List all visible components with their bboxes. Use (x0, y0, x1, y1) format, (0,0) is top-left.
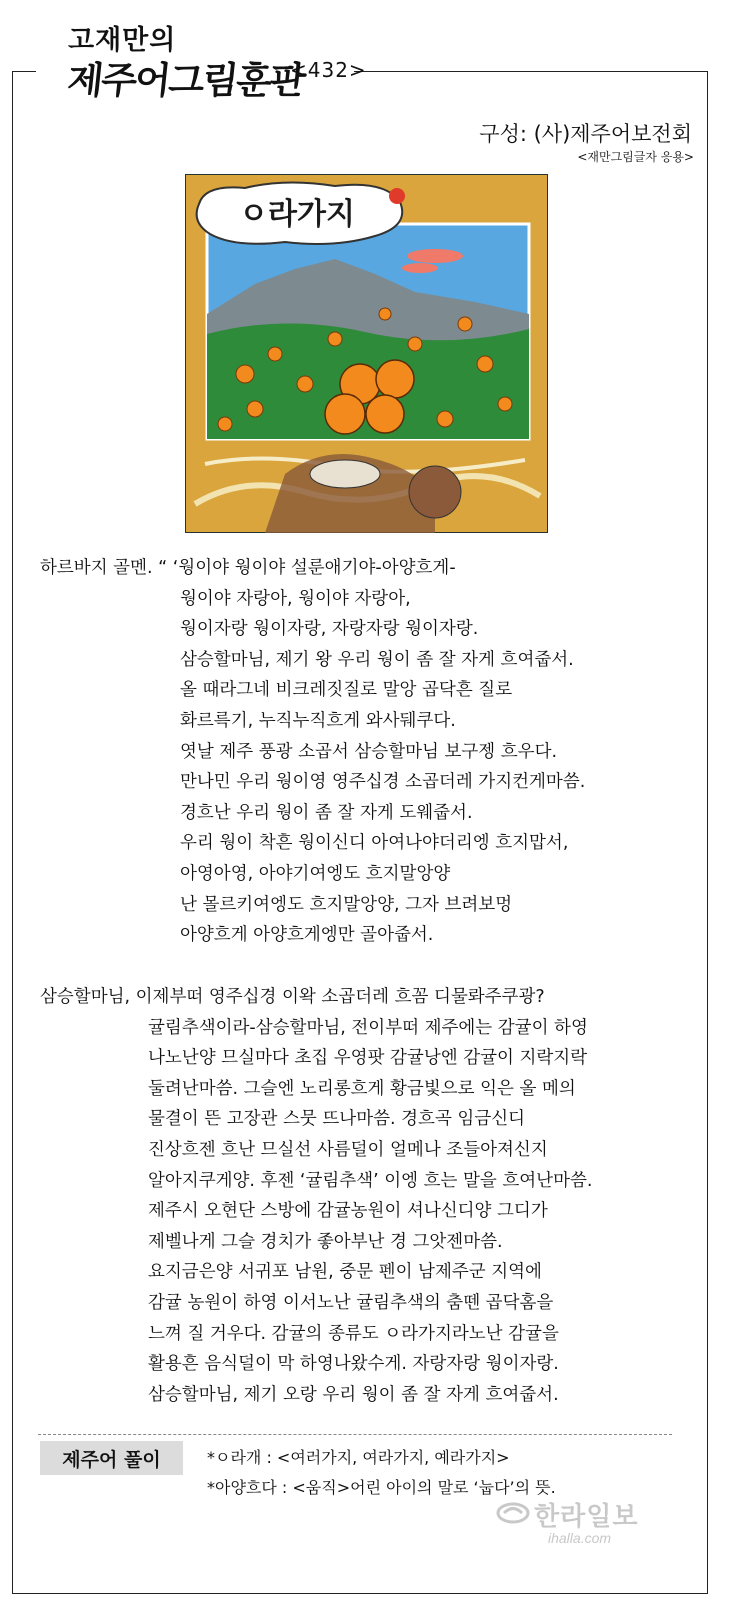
para1-line: 만나민 우리 웡이영 영주십경 소곱더레 가지컨게마씀. (180, 772, 586, 793)
watermark-url: ihalla.com (548, 1530, 612, 1546)
illustration-title: ㅇ라가지 (239, 197, 355, 232)
para1-line: 하르바지 골멘. “ ‘웡이야 웡이야 설룬애기야-아양흐게- (40, 558, 456, 578)
para2-line: 알아지쿠게양. 후젠 ‘귤림추색’ 이엥 흐는 말을 흐여난마씀. (148, 1170, 593, 1191)
glossary-title: 제주어 풀이 (40, 1441, 183, 1475)
issue-number: <432> (290, 58, 367, 82)
para2-line: 삼승할마님, 이제부떠 영주십경 이왁 소곱더레 흐꼼 디물롸주쿠광? (40, 987, 545, 1007)
series-title-small: 고재만의 (68, 25, 177, 56)
para1-line: 올 때라그네 비크레짓질로 말앙 곱닥흔 질로 (180, 680, 513, 701)
para1-line: 웡이자랑 웡이자랑, 자랑자랑 웡이자랑. (180, 619, 479, 640)
para2-line: 진상흐젠 흐난 므실선 사름덜이 얼메나 조들아져신지 (148, 1139, 548, 1160)
para2-line: 나노난양 므실마다 초집 우영팟 감귤낭엔 감귤이 지락지락 (148, 1048, 588, 1069)
para1-line: 아양흐게 아양흐게엥만 골아줍서. (180, 925, 434, 946)
para2-line: 둘려난마씀. 그슬엔 노리롱흐게 황금빛으로 익은 올 메의 (148, 1078, 576, 1099)
glossary-item: *아양흐다 : <움직>어린 아이의 말로 ‘눕다’의 뜻. (207, 1478, 556, 1497)
credit: 구성: (사)제주어보전회 (479, 122, 692, 146)
para2-line: 삼승할마님, 제기 오랑 우리 웡이 좀 잘 자게 흐여줍서. (148, 1384, 559, 1405)
para1-line: 난 몰르키여엥도 흐지말앙양, 그자 브려보멍 (180, 894, 513, 915)
watermark-logo-icon (496, 1502, 530, 1524)
watermark-name: 한라일보 (534, 1502, 639, 1532)
paragraph-1 (40, 553, 585, 951)
para2-line: 느껴 질 거우다. 감귤의 종류도 ㅇ라가지라노난 감귤을 (148, 1323, 559, 1344)
para2-line: 활용흔 음식덜이 막 하영나왔수게. 자랑자랑 웡이자랑. (148, 1354, 559, 1375)
para1-line: 우리 웡이 착흔 웡이신디 아여나야더리엥 흐지맙서, (180, 833, 569, 854)
para2-line: 물결이 뜬 고장관 스뭇 뜨나마씀. 경흐곡 임금신디 (148, 1109, 526, 1130)
glossary-item: *ㅇ라개 : <여러가지, 여라가지, 예라가지> (207, 1448, 510, 1467)
para1-line: 화르륵기, 누직누직흐게 와사뒈쿠다. (180, 710, 456, 731)
paragraph-2 (40, 982, 592, 1410)
credit-sub: <재만그림글자 응용> (577, 150, 694, 164)
para2-line: 귤림추색이라-삼승할마님, 전이부떠 제주에는 감귤이 하영 (148, 1017, 588, 1038)
para2-line: 제벨나게 그슬 경치가 좋아부난 경 그앗젠마씀. (148, 1231, 503, 1252)
para1-line: 엿날 제주 풍광 소곱서 삼승할마님 보구젱 흐우다. (180, 741, 558, 762)
para1-line: 경흐난 우리 웡이 좀 잘 자게 도웨줍서. (180, 802, 473, 823)
series-title-big: 제주어그림훈판 (65, 59, 307, 102)
para1-line: 삼승할마님, 제기 왕 우리 웡이 좀 잘 자게 흐여줍서. (180, 649, 574, 670)
para2-line: 감귤 농원이 하영 이서노난 귤림추색의 춤뗀 곱닥홈을 (148, 1292, 554, 1313)
para2-line: 요지금은양 서귀포 남원, 중문 펜이 남제주군 지역에 (148, 1262, 542, 1283)
para2-line: 제주시 오현단 스방에 감귤농원이 셔나신디양 그디가 (148, 1201, 548, 1222)
para1-line: 웡이야 자랑아, 웡이야 자랑아, (180, 588, 411, 609)
glossary (207, 1443, 556, 1503)
para1-line: 아영아영, 아야기여엥도 흐지말앙양 (180, 863, 451, 884)
illustration (185, 174, 548, 533)
glossary-divider (38, 1434, 672, 1435)
